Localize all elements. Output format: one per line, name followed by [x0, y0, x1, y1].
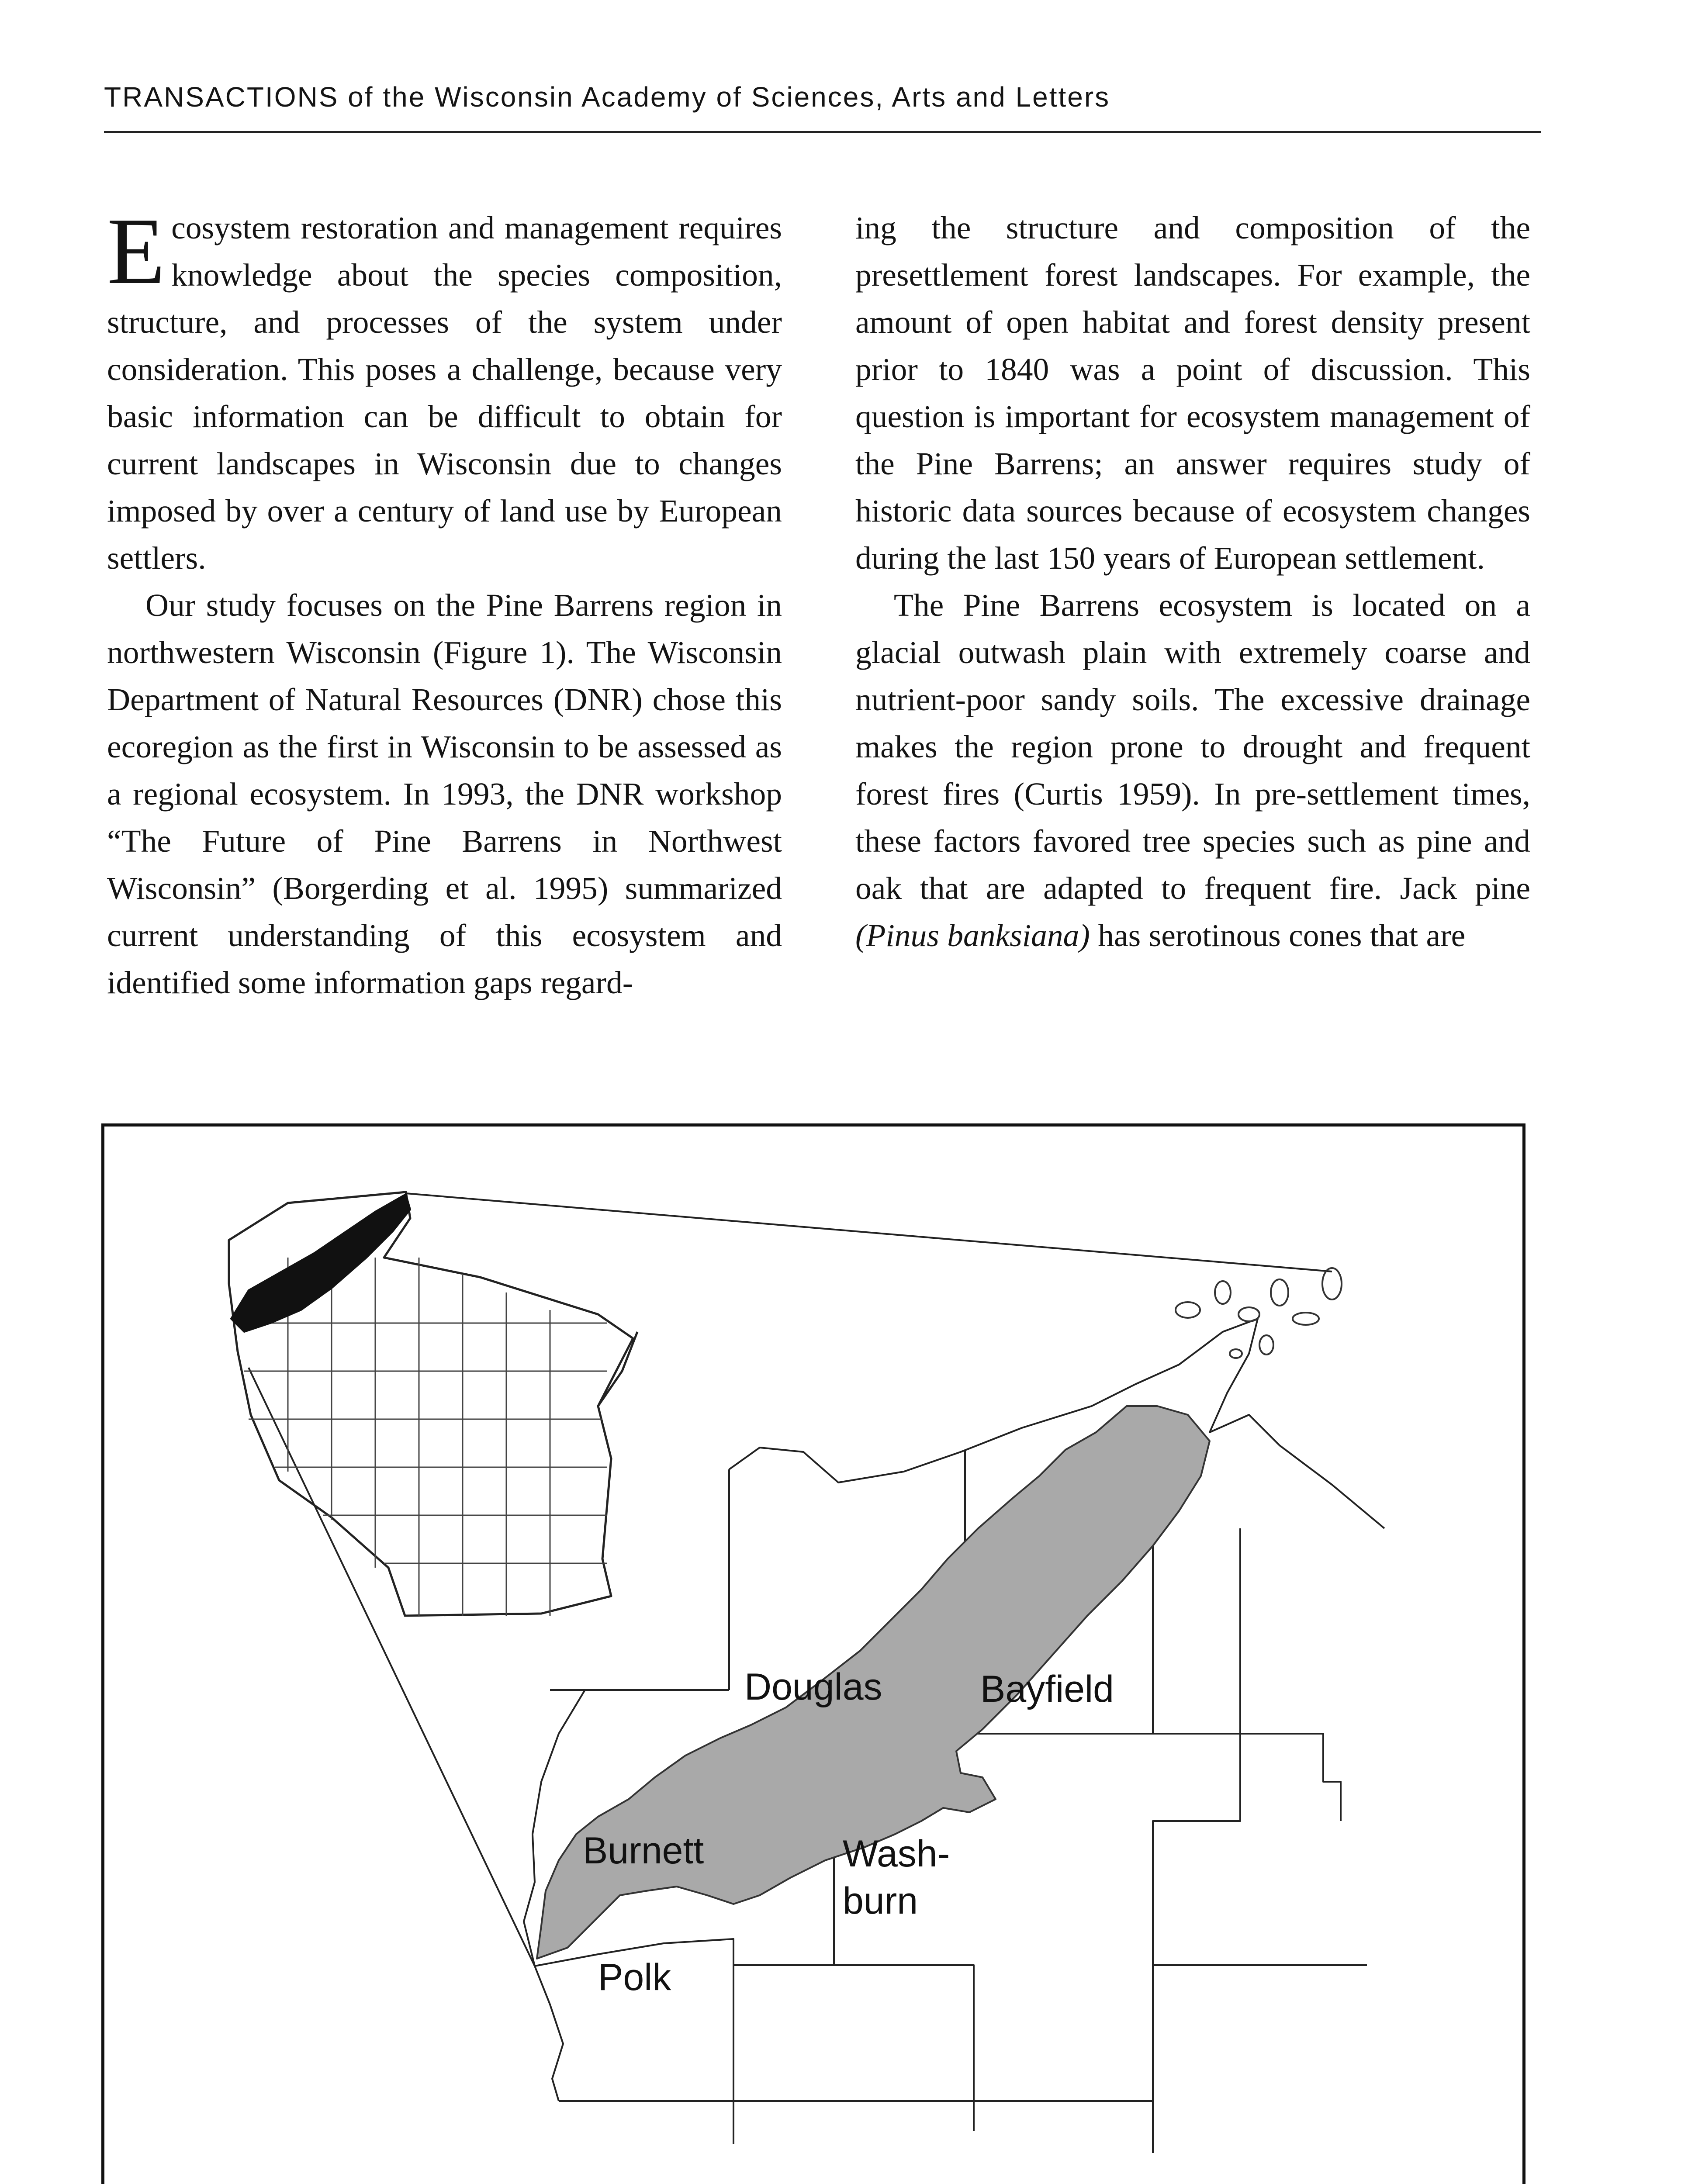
paragraph-intro-text: cosystem restoration and management requires knowledge about the species composition, structure, and processes of the system under consideration. This poses a challenge, because very basic information can be difficult to obtain for current landscapes in Wisconsin due to changes imposed by over a century of land use by European settlers.: [107, 210, 782, 576]
island: [1230, 1349, 1242, 1358]
southeast-boundary: [1153, 1965, 1367, 2153]
map-bottom-tick: [733, 2101, 974, 2144]
county-label-burnett: Burnett: [583, 1830, 704, 1872]
leader-line-top: [406, 1193, 1332, 1272]
island: [1271, 1279, 1288, 1306]
paragraph-intro: [107, 199, 782, 582]
bayfield-east-boundary: [1153, 1537, 1240, 2101]
header-rule: [104, 131, 1541, 133]
county-label-douglas: Douglas: [744, 1666, 882, 1708]
county-label-washburn-2: burn: [843, 1880, 918, 1922]
apostle-islands: [1176, 1268, 1342, 1358]
paragraph-ecosystem: [855, 582, 1530, 959]
paragraph-ecosystem-tail: has serotinous cones that are: [1090, 918, 1466, 953]
county-label-washburn-1: Wash-: [843, 1833, 950, 1875]
island: [1215, 1281, 1231, 1304]
paragraph-study-focus: Our study focuses on the Pine Barrens region in northwestern Wisconsin (Figure 1). The Wisconsin Department of Natural Resources (DNR) chose this ecoregion as the first in Wisconsin to be assessed as a regional ecosystem. In 1993, the DNR workshop “The Future of Pine Barrens in Northwest Wisconsin” (Borgerding et al. 1995) summarized current understanding of this ecosystem and identified some information gaps regard-: [107, 587, 782, 1000]
inset-barrens-highlight: [231, 1194, 410, 1332]
paragraph-ecosystem-text: The Pine Barrens ecosystem is located on a glacial outwash plain with extremely coarse and nutrient-poor sandy soils. The excessive drainage makes the region prone to drought and frequent forest fires (Curtis 1959). In pre-settlement times, these factors favored tree species such as pine and oak that are adapted to frequent fire. Jack pine: [855, 587, 1530, 906]
island: [1238, 1307, 1259, 1321]
wisconsin-outline: [229, 1192, 633, 1616]
paragraph-presettlement: ing the structure and composition of the presettlement forest landscapes. For example, the amount of open habitat and forest density present prior to 1840 was a point of discussion. This question is important for ecosystem management of the Pine Barrens; an answer requires study of historic data sources because of ecosystem changes during the last 150 years of European settlement.: [855, 210, 1530, 576]
county-label-bayfield: Bayfield: [980, 1668, 1114, 1710]
island: [1176, 1302, 1200, 1318]
island: [1322, 1268, 1342, 1299]
wisconsin-inset: [229, 1192, 637, 1616]
right-column: [855, 204, 1530, 959]
island: [1259, 1335, 1273, 1355]
running-header: TRANSACTIONS of the Wisconsin Academy of Sciences, Arts and Letters: [104, 81, 1110, 113]
county-label-polk: Polk: [598, 1956, 671, 1998]
left-column: [107, 199, 782, 1006]
species-name: (Pinus banksiana): [855, 918, 1090, 953]
polk-west-river: [535, 1966, 563, 2101]
ashland-boundary: [1240, 1528, 1341, 1821]
leader-line-bottom: [249, 1368, 535, 1966]
washburn-south-line: [733, 1965, 974, 2101]
drop-cap: E: [107, 199, 166, 304]
figure-frame: [101, 1123, 1526, 2184]
island: [1293, 1313, 1319, 1325]
region-map: [104, 1127, 1522, 2184]
